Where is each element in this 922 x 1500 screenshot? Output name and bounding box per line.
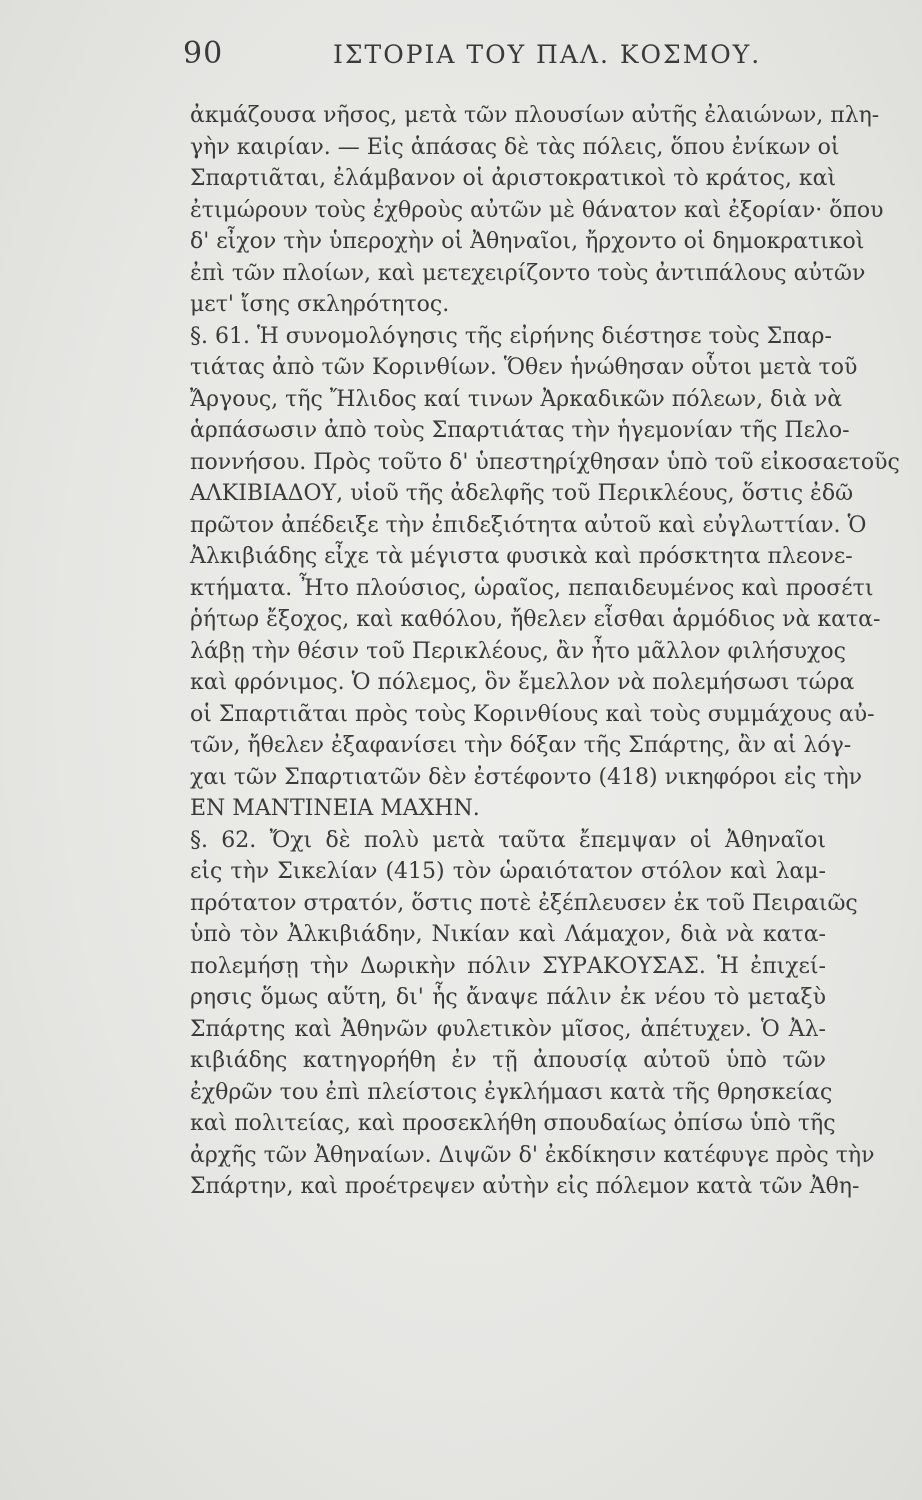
text-line: ἐχθρῶν του ἐπὶ πλείστοις ἐγκλήμασι κατὰ τῆς θρησκείας xyxy=(190,1079,833,1105)
text-line: κιβιάδης κατηγορήθη ἐν τῇ ἀπουσίᾳ αὐτοῦ ὑπὸ τῶν xyxy=(190,1048,826,1073)
text-line: ἀκμάζουσα νῆσος, μετὰ τῶν πλουσίων αὐτῆς ἐλαιώνων, πλη- xyxy=(190,103,880,128)
text-line: οἱ Σπαρτιᾶται πρὸς τοὺς Κορινθίους καὶ τοὺς συμμάχους αὐ- xyxy=(190,701,875,727)
text-line: ἐπὶ τῶν πλοίων, καὶ μετεχειρίζοντο τοὺς ἀντιπάλους αὐτῶν xyxy=(190,260,866,286)
text-line: §. 62. Ὄχι δὲ πολὺ μετὰ ταῦτα ἔπεμψαν οἱ Ἀθηναῖοι xyxy=(190,827,826,853)
text-line: πολεμήσῃ τὴν Δωρικὴν πόλιν ΣΥΡΑΚΟΥΣΑΣ. Ἡ ἐπιχεί- xyxy=(190,953,826,979)
text-line: λάβῃ τὴν θέσιν τοῦ Περικλέους, ἂν ἦτο μᾶλλον φιλήσυχος xyxy=(190,638,846,664)
text-line: καὶ πολιτείας, καὶ προσεκλήθη σπουδαίως ὀπίσω ὑπὸ τῆς xyxy=(190,1111,836,1136)
text-line: Σπάρτην, καὶ προέτρεψεν αὐτὴν εἰς πόλεμον κατὰ τῶν Ἀθη- xyxy=(190,1174,860,1199)
text-line: ἁρπάσωσιν ἀπὸ τοὺς Σπαρτιάτας τὴν ἡγεμονίαν τῆς Πελο- xyxy=(190,418,850,443)
text-line: ΑΛΚΙΒΙΑΔΟΥ, υἱοῦ τῆς ἀδελφῆς τοῦ Περικλέους, ὅστις ἐδῶ xyxy=(190,481,854,506)
text-line: καὶ φρόνιμος. Ὁ πόλεμος, ὃν ἔμελλον νὰ πολεμήσωσι τώρα xyxy=(190,670,855,695)
text-line: ποννήσου. Πρὸς τοῦτο δ' ὑπεστηρίχθησαν ὑπὸ τοῦ εἰκοσαετοῦς xyxy=(190,449,900,475)
text-line: ρησις ὅμως αὕτη, δι' ἧς ἄναψε πάλιν ἐκ νέου τὸ μεταξὺ xyxy=(190,985,826,1010)
text-line: Ἀλκιβιάδης εἶχε τὰ μέγιστα φυσικὰ καὶ πρόσκτητα πλεονε- xyxy=(190,544,853,569)
text-line: Σπαρτιᾶται, ἐλάμβανον οἱ ἀριστοκρατικοὶ τὸ κράτος, καὶ xyxy=(190,166,837,191)
text-line: πρῶτον ἀπέδειξε τὴν ἐπιδεξιότητα αὐτοῦ καὶ εὐγλωττίαν. Ὁ xyxy=(190,512,867,538)
text-line: Σπάρτης καὶ Ἀθηνῶν φυλετικὸν μῖσος, ἀπέτυχεν. Ὁ Ἀλ- xyxy=(190,1016,826,1042)
text-line: δ' εἶχον τὴν ὑπεροχὴν οἱ Ἀθηναῖοι, ἤρχοντο οἱ δημοκρατικοὶ xyxy=(190,229,865,254)
text-line: ἐτιμώρουν τοὺς ἐχθροὺς αὐτῶν μὲ θάνατον καὶ ἐξορίαν· ὅπου xyxy=(190,197,884,223)
text-line: ΕΝ ΜΑΝΤΙΝΕΙΑ ΜΑΧΗΝ. xyxy=(190,796,480,821)
text-line: χαι τῶν Σπαρτιατῶν δὲν ἐστέφοντο (418) νικηφόροι εἰς τὴν xyxy=(190,764,863,790)
text-line: μετ' ἴσης σκληρότητος. xyxy=(190,292,450,317)
text-line: ῥήτωρ ἔξοχος, καὶ καθόλου, ἤθελεν εἶσθαι ἁρμόδιος νὰ κατα- xyxy=(190,607,881,632)
text-line: γὴν καιρίαν. — Εἰς ἁπάσας δὲ τὰς πόλεις, ὅπου ἐνίκων οἱ xyxy=(190,134,840,160)
page-number: 90 xyxy=(183,36,224,71)
text-line: τιάτας ἀπὸ τῶν Κορινθίων. Ὅθεν ἡνώθησαν οὗτοι μετὰ τοῦ xyxy=(190,355,858,380)
text-line: κτήματα. Ἦτο πλούσιος, ὡραῖος, πεπαιδευμένος καὶ προσέτι xyxy=(190,575,874,601)
body-text xyxy=(190,100,900,1203)
text-line: Ἄργους, τῆς Ἤλιδος καί τινων Ἀρκαδικῶν πόλεων, διὰ νὰ xyxy=(190,386,843,412)
page-header xyxy=(183,36,823,76)
text-line: πρότατον στρατόν, ὅστις ποτὲ ἐξέπλευσεν ἐκ τοῦ Πειραιῶς xyxy=(190,890,858,916)
text-line: εἰς τὴν Σικελίαν (415) τὸν ὡραιότατον στόλον καὶ λαμ- xyxy=(190,859,826,884)
text-line: ὑπὸ τὸν Ἀλκιβιάδην, Νικίαν καὶ Λάμαχον, διὰ νὰ κατα- xyxy=(190,922,826,947)
text-line: τῶν, ἤθελεν ἐξαφανίσει τὴν δόξαν τῆς Σπάρτης, ἂν αἱ λόγ- xyxy=(190,733,852,758)
running-title: ΙΣΤΟΡΙΑ ΤΟΥ ΠΑΛ. ΚΟΣΜΟΥ. xyxy=(333,40,762,69)
text-line: §. 61. Ἡ συνομολόγησις τῆς εἰρήνης διέστησε τοὺς Σπαρ- xyxy=(190,323,832,349)
text-line: ἀρχῆς τῶν Ἀθηναίων. Διψῶν δ' ἐκδίκησιν κατέφυγε πρὸς τὴν xyxy=(190,1142,875,1168)
